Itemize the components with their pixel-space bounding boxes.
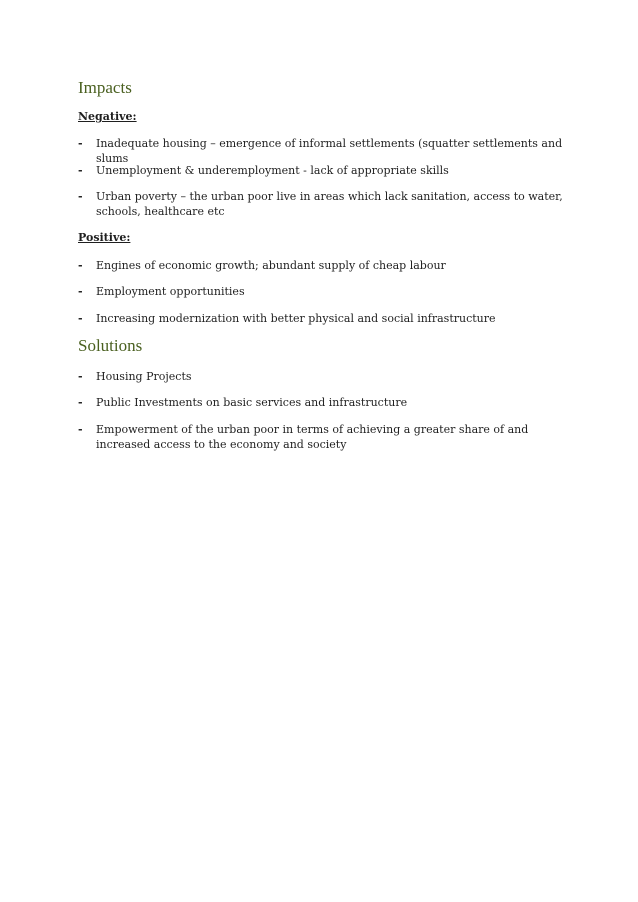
solution-item-text: Housing Projects [96, 370, 192, 383]
negative-item-text: Urban poverty – the urban poor live in areas which lack sanitation, access to water, schools, healthcare etc [96, 190, 563, 218]
bullet-dash: - [78, 137, 83, 150]
negative-label: Negative: [78, 110, 137, 123]
solution-item [78, 395, 598, 410]
solution-item [78, 422, 598, 452]
negative-item [78, 189, 598, 219]
bullet-dash: - [78, 423, 83, 436]
bullet-dash: - [78, 370, 83, 383]
bullet-dash: - [78, 285, 83, 298]
positive-item [78, 311, 598, 326]
positive-item-text: Increasing modernization with better physical and social infrastructure [96, 312, 496, 325]
positive-label: Positive: [78, 231, 131, 244]
bullet-dash: - [78, 164, 83, 177]
solution-item [78, 369, 598, 384]
bullet-dash: - [78, 396, 83, 409]
positive-item [78, 284, 598, 299]
positive-item [78, 258, 598, 273]
negative-item-text: Inadequate housing – emergence of informal settlements (squatter settlements and slums [96, 137, 563, 165]
solutions-heading: Solutions [78, 336, 143, 355]
bullet-dash: - [78, 312, 83, 325]
bullet-dash: - [78, 259, 83, 272]
solution-item-text: Empowerment of the urban poor in terms of achieving a greater share of and increased access to the economy and society [96, 423, 529, 451]
bullet-dash: - [78, 190, 83, 203]
solution-item-text: Public Investments on basic services and infrastructure [96, 396, 408, 409]
positive-item-text: Employment opportunities [96, 285, 245, 298]
negative-item [78, 136, 598, 166]
negative-item [78, 163, 598, 178]
impacts-heading: Impacts [78, 78, 132, 97]
positive-item-text: Engines of economic growth; abundant supply of cheap labour [96, 259, 446, 272]
negative-item-text: Unemployment & underemployment - lack of appropriate skills [96, 164, 449, 177]
